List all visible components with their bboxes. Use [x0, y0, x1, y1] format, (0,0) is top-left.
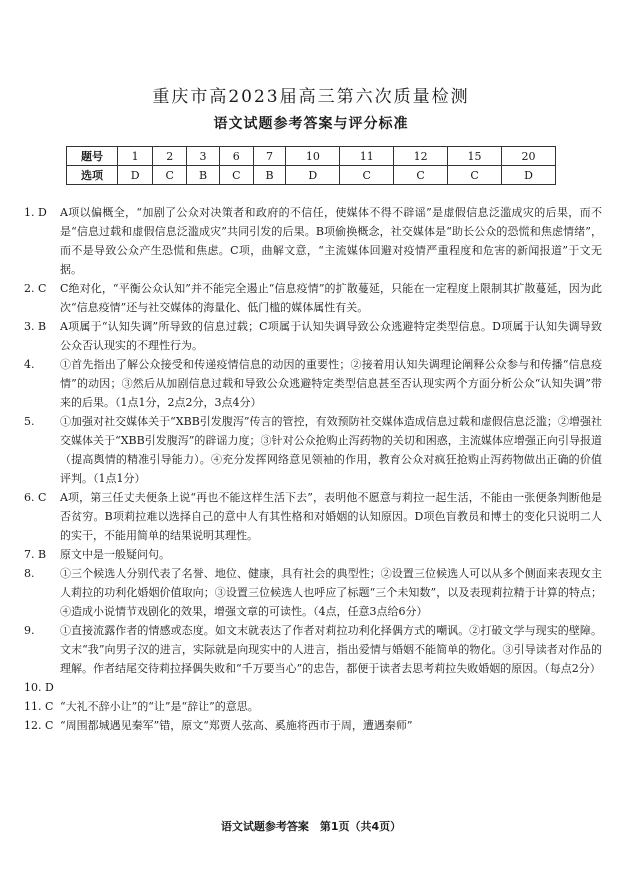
answer-item: [24, 716, 602, 735]
page-subtitle: 语文试题参考答案与评分标准: [213, 116, 409, 132]
answer-item: [24, 621, 602, 678]
answer-item: [24, 564, 602, 621]
item-text: “周围都城遇见秦军”错，原文“郑贾人弦高、奚施将西市于周，遭遇秦师”: [60, 719, 413, 732]
question-number: 10: [286, 147, 340, 166]
item-text: ①直接流露作者的情感或态度。如文末就表达了作者对莉拉功利化择偶方式的嘲讽。②打破文学与现实的壁障。文末“我”向男子汉的进言，实际就是向现实中的人进言，指出爱情与婚姻不能简单的物化。③引导读者对作品的理解。作者结尾交待莉拉择偶失败和“千万要当心”的忠告，都便于读者去思考莉拉失败婚姻的原因。（每点2分）: [60, 624, 602, 675]
question-number: 1: [118, 147, 153, 166]
question-number: 3: [187, 147, 220, 166]
question-number: 20: [502, 147, 556, 166]
answer-item: [24, 412, 602, 488]
answer-explanations: [24, 203, 602, 735]
item-number: 5.: [24, 415, 35, 428]
answer-item: [24, 678, 602, 697]
item-number: 7. B: [24, 548, 47, 561]
option-value: D: [502, 166, 556, 185]
option-value: C: [219, 166, 253, 185]
item-text: A项属于“认知失调”所导致的信息过载；C项属于认知失调导致公众逃避特定类型信息。D项属于认知失调导致公众否认现实的不理性行为。: [60, 320, 602, 352]
option-row: [67, 166, 556, 185]
page-footer: 语文试题参考答案 第1页（共4页）: [220, 820, 402, 833]
question-number: 15: [448, 147, 502, 166]
item-number: 9.: [24, 624, 35, 637]
answer-item: [24, 317, 602, 355]
item-text: ①首先指出了解公众接受和传递疫情信息的动因的重要性；②接着用认知失调理论阐释公众参与和传播“信息疫情”的动因；③然后从加剧信息过载和导致公众逃避特定类型信息甚至否认现实两个方面分析公众“认知失调”带来的后果。（1点1分，2点2分，3点4分）: [60, 358, 602, 409]
question-number: 12: [394, 147, 448, 166]
row-label-question: 题号: [67, 147, 118, 166]
item-text: ①加强对社交媒体关于“XBB引发腹泻”传言的管控，有效预防社交媒体造成信息过载和虚假信息泛滥；②增强社交媒体关于“XBB引发腹泻”的辟谣力度；③针对公众抢购止泻药物的关切和困惑，主流媒体应增强正向引导报道（提高舆情的精准引导能力）。④充分发挥网络意见领袖的作用，教育公众对疯狂抢购止泻药物做出正确的价值评判。（1点1分）: [60, 415, 602, 485]
item-number: 10. D: [24, 681, 54, 694]
question-number: 6: [219, 147, 253, 166]
item-text: A项以偏概全，“加剧了公众对决策者和政府的不信任，使媒体不得不辟谣”是虚假信息泛滥成灾的后果，而不是“信息过载和虚假信息泛滥成灾”共同引发的后果。B项偷换概念，社交媒体是“助长公众的恐慌和焦虑情绪”，而不是导致公众产生恐慌和焦虑。C项，曲解文意，“主流媒体回避对疫情严重程度和危害的新闻报道”于文无据。: [60, 206, 602, 276]
item-text: C绝对化，“平衡公众认知”并不能完全遏止“信息疫情”的扩散蔓延，只能在一定程度上限制其扩散蔓延，因为此次“信息疫情”还与社交媒体的海量化、低门槛的媒体属性有关。: [60, 282, 602, 314]
answer-table: [66, 146, 556, 185]
row-label-option: 选项: [67, 166, 118, 185]
option-value: D: [118, 166, 153, 185]
item-text: ①三个候选人分别代表了名誉、地位、健康，具有社会的典型性；②设置三位候选人可以从多个侧面来表现女主人莉拉的功利化婚姻价值取向；③设置三位候选人也呼应了标题“三个未知数”，以及表现莉拉精于计算的特点；④造成小说情节戏剧化的效果，增强文章的可读性。（4点，任意3点给6分）: [60, 567, 602, 618]
item-number: 2. C: [24, 282, 47, 295]
answer-item: [24, 488, 602, 545]
item-text: A项，第三任丈夫便条上说“再也不能这样生活下去”，表明他不愿意与莉拉一起生活，不能由一张便条判断他是否贫穷。B项莉拉难以选择自己的意中人有其性格和对婚姻的认知原因。D项色盲教员和博士的变化只说明二人的实干，不能用简单的结果说明其理性。: [60, 491, 602, 542]
answer-item: [24, 355, 602, 412]
answer-item: [24, 279, 602, 317]
question-number-row: [67, 147, 556, 166]
item-number: 12. C: [24, 719, 54, 732]
option-value: B: [253, 166, 286, 185]
item-text: 原文中是一般疑问句。: [60, 548, 170, 561]
question-number: 2: [153, 147, 187, 166]
option-value: B: [187, 166, 220, 185]
question-number: 11: [340, 147, 394, 166]
page-title: 重庆市高2023届高三第六次质量检测: [152, 87, 470, 107]
item-number: 1. D: [24, 206, 47, 219]
option-value: C: [394, 166, 448, 185]
item-number: 6. C: [24, 491, 47, 504]
item-number: 8.: [24, 567, 35, 580]
answer-item: [24, 203, 602, 279]
item-number: 3. B: [24, 320, 47, 333]
option-value: D: [286, 166, 340, 185]
option-value: C: [340, 166, 394, 185]
item-text: “大礼不辞小让”的“让”是“辞让”的意思。: [60, 700, 259, 713]
option-value: C: [448, 166, 502, 185]
item-number: 4.: [24, 358, 35, 371]
answer-item: [24, 545, 602, 564]
answer-item: [24, 697, 602, 716]
option-value: C: [153, 166, 187, 185]
question-number: 7: [253, 147, 286, 166]
item-number: 11. C: [24, 700, 54, 713]
